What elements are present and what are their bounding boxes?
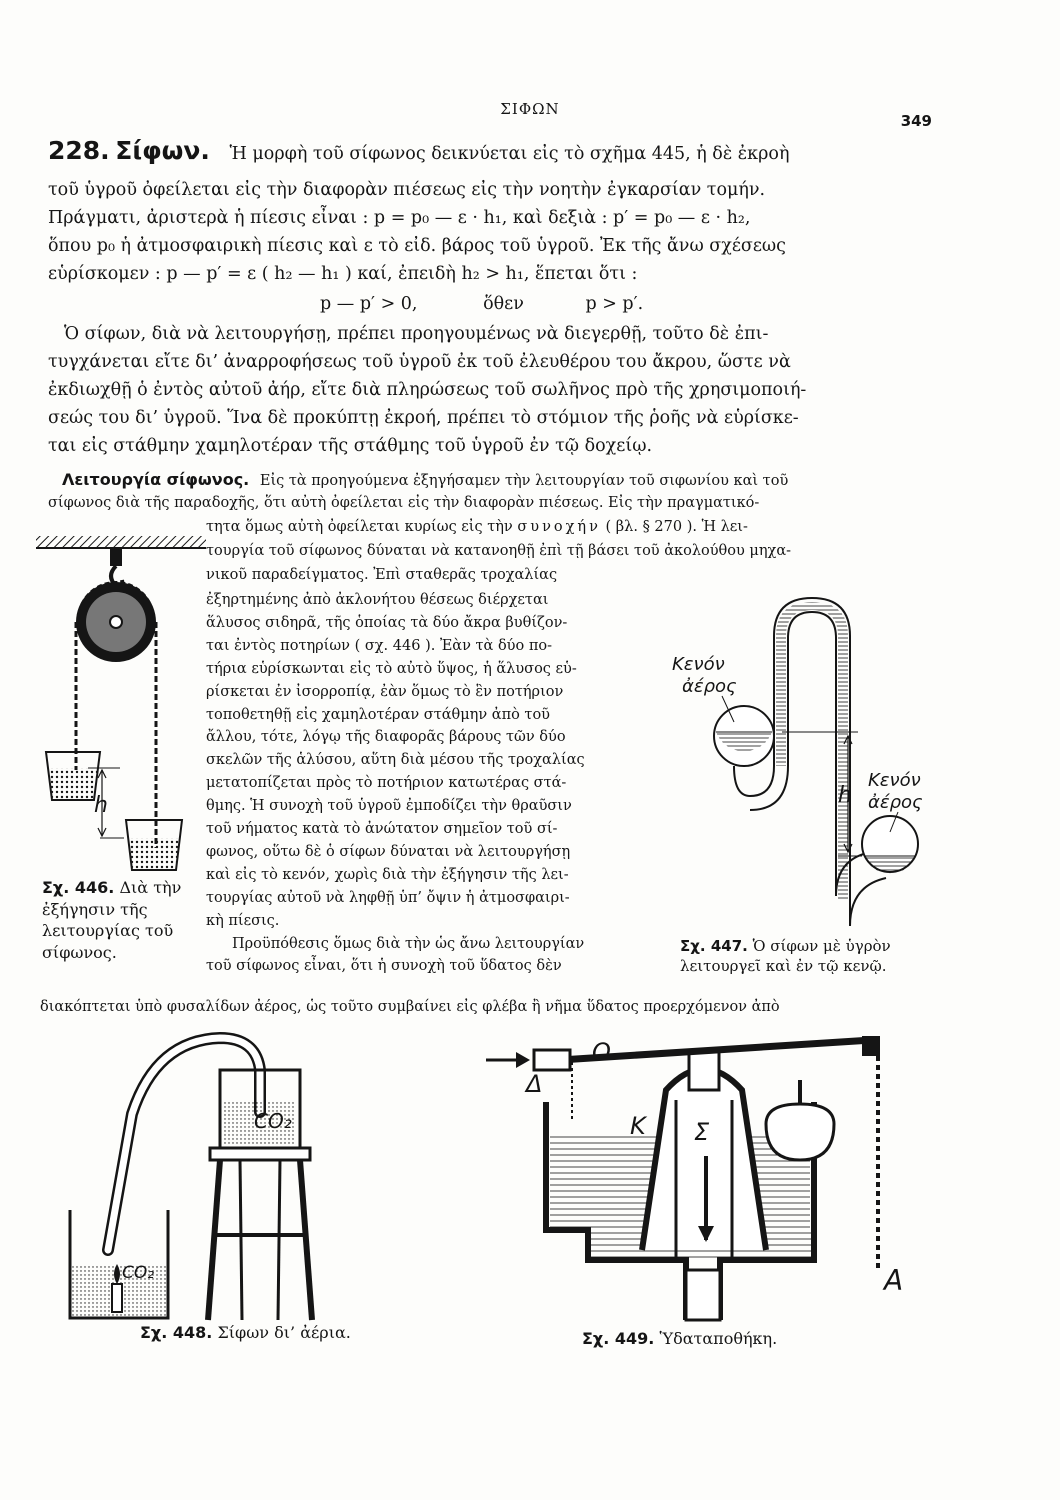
label-k: Κ (630, 1112, 646, 1140)
spaced-term: συνοχήν (517, 519, 601, 535)
section-line: ἐκδιωχθῇ ὁ ἐντὸς αὐτοῦ ἀήρ, εἴτε διὰ πληρώσεως τοῦ σωλῆνος πρὸ τῆς χρησιμοποιή- (48, 380, 807, 400)
subsection-text: Εἰς τὰ προηγούμενα ἐξηγήσαμεν τὴν λειτουργίαν τοῦ σιφωνίου καὶ τοῦ (259, 473, 789, 489)
label-a: Α (884, 1264, 904, 1297)
pulley-axle (110, 616, 122, 628)
caption-448 (140, 1322, 351, 1344)
label-sigma: Σ (694, 1118, 710, 1146)
caption-447-text: Ὁ σίφων μὲ ὑγρὸν (752, 937, 891, 955)
formula-mid: ὅθεν (483, 294, 524, 314)
stool-leg (208, 1160, 220, 1320)
subsection-line: τουργία τοῦ σίφωνος δύναται νὰ κατανοηθῇ ἐπὶ τῇ βάσει τοῦ ἀκολούθου μηχα- (206, 543, 792, 559)
caption-448-text: Σίφων δι’ ἀέρια. (217, 1323, 351, 1342)
stool-leg (300, 1160, 312, 1320)
running-title: ΣΙΦΩΝ (500, 100, 560, 118)
narrow-column-line: ἄλλου, τότε, λόγῳ τῆς διαφορᾶς βάρους τῶν δύο (206, 729, 566, 746)
narrow-column-line: τοῦ νήματος κατὰ τὸ ἀνώτατον σημεῖον τοῦ σί- (206, 821, 558, 837)
subsection-title: Λειτουργία σίφωνος. (62, 470, 250, 489)
label-air-right: ἀέρος (868, 792, 923, 813)
candle (112, 1284, 122, 1312)
inlet-valve (534, 1050, 570, 1070)
narrow-column-line: τουργίας αὐτοῦ νὰ ληφθῇ ὑπ’ ὄψιν ἡ ἀτμοσφαιρι- (206, 889, 570, 906)
section-line: ὅπου p₀ ἡ ἀτμοσφαιρικὴ πίεσις καὶ ε τὸ εἰδ. βάρος τοῦ ὑγροῦ. Ἐκ τῆς ἄνω σχέσεως (48, 236, 786, 256)
narrow-column-line: ται ἐντὸς ποτηρίων ( σχ. 446 ). Ἐὰν τὰ δύο πο- (206, 637, 552, 654)
label-o: Ο (592, 1038, 611, 1066)
section-line: τυγχάνεται εἴτε δι’ ἀναρροφήσεως τοῦ ὑγροῦ ἐκ τοῦ ἐλευθέρου του ἄκρου, ὥστε νὰ (48, 352, 791, 372)
narrow-column-line: σκελῶν τῆς ἁλύσου, αὕτη διὰ μέσου τῆς τροχαλίας (206, 752, 585, 769)
narrow-column-line: ἐξηρτημένης ἀπὸ ἀκλονήτου θέσεως διέρχεται (206, 592, 549, 608)
formula (320, 296, 643, 314)
narrow-column-line: μετατοπίζεται πρὸς τὸ ποτήριον κατωτέρας στά- (206, 775, 567, 792)
narrow-column-line: τοῦ σίφωνος εἶναι, ὅτι ἡ συνοχὴ τοῦ ὕδατος δὲν (206, 958, 562, 975)
formula-right: p > p′. (585, 294, 644, 314)
subsection-line: σίφωνος διὰ τῆς παραδοχῆς, ὅτι αὐτὴ ὀφείλεται εἰς τὴν διαφορὰν πιέσεως. Εἰς τὴν πραγματικό- (48, 495, 760, 511)
stool-seat (210, 1148, 310, 1160)
caption-447 (680, 936, 940, 977)
label-co2-top: CO₂ (254, 1109, 292, 1133)
label-vacuum-left: Κενόν (672, 654, 725, 675)
label-air-left: ἀέρος (682, 676, 737, 697)
outlet-pipe (686, 1270, 720, 1320)
hanger (110, 548, 122, 566)
subsection-last-line: διακόπτεται ὑπὸ φυσαλίδων ἀέρος, ὡς τοῦτο συμβαίνει εἰς φλέβα ἢ νῆμα ὕδατος προερχόμενον ἀπὸ (40, 999, 780, 1015)
subsection-text: τητα ὅμως αὐτὴ ὀφείλεται κυρίως εἰς τὴν (206, 519, 513, 535)
narrow-column-line: ἅλυσος σιδηρᾶ, τῆς ὁποίας τὰ δύο ἄκρα βυθίζον- (206, 614, 568, 631)
caption-446 (42, 877, 184, 963)
caption-446-number: Σχ. 446. (42, 878, 115, 897)
narrow-column-line: καὶ εἰς τὸ κενόν, χωρὶς διὰ τὴν ἐξήγησιν τῆς λει- (206, 866, 569, 883)
narrow-column-line: τοποθετηθῇ εἰς χαμηλοτέραν στάθμην ἀπὸ τοῦ (206, 706, 550, 723)
figure-448 (60, 1030, 380, 1320)
subsection-text: ( βλ. § 270 ). Ἡ λει- (605, 519, 748, 535)
subsection-line: νικοῦ παραδείγματος. Ἐπὶ σταθερᾶς τροχαλίας (206, 567, 558, 583)
figure-446 (30, 520, 210, 875)
caption-446-text: Διὰ τὴν ἐξήγησιν τῆς λειτουργίας τοῦ σίφωνος. (42, 878, 182, 962)
figure-449 (480, 1020, 920, 1320)
formula-left: p — p′ > 0, (320, 294, 418, 314)
label-co2-bottom: CO₂ (122, 1263, 155, 1283)
caption-447-text-2: λειτουργεῖ καὶ ἐν τῷ κενῷ. (680, 957, 887, 976)
caption-449 (582, 1328, 777, 1350)
narrow-column-line: θμης. Ἡ συνοχὴ τοῦ ὑγροῦ ἐμποδίζει τὴν θραῦσιν (206, 798, 572, 815)
section-line: Πράγματι, ἀριστερὰ ἡ πίεσις εἶναι : p = p₀ — ε · h₁, καὶ δεξιὰ : p′ = p₀ — ε · h₂, (48, 208, 751, 228)
section-line: σεώς του δι’ ὑγροῦ. Ἵνα δὲ προκύπτῃ ἐκροή, πρέπει τὸ στόμιον τῆς ῥοῆς νὰ εὑρίσκε- (48, 408, 799, 428)
section-heading-line (48, 138, 789, 164)
label-vacuum-right: Κενόν (868, 770, 921, 791)
label-h: h (94, 793, 108, 818)
float (766, 1104, 834, 1160)
narrow-column-line: ρίσκεται ἐν ἰσορροπίᾳ, ἐὰν ὅμως τὸ ἓν ποτήριον (206, 683, 564, 700)
section-intro: Ἡ μορφὴ τοῦ σίφωνος δεικνύεται εἰς τὸ σχῆμα 445, ἡ δὲ ἐκροὴ (229, 144, 790, 164)
caption-447-number: Σχ. 447. (680, 937, 748, 955)
page-number: 349 (900, 112, 932, 130)
narrow-column-line: τήρια εὑρίσκωνται εἰς τὸ αὐτὸ ὕψος, ἡ ἅλυσος εὑ- (206, 660, 577, 677)
caption-449-text: Ὑδαταποθήκη. (659, 1329, 778, 1348)
figure-447 (672, 596, 942, 936)
section-line: τοῦ ὑγροῦ ὀφείλεται εἰς τὴν διαφορὰν πιέσεως εἰς τὴν νοητὴν ἐγκαρσίαν τομήν. (48, 180, 766, 200)
narrow-column-line: κὴ πίεσις. (206, 912, 280, 929)
section-line: Ὁ σίφων, διὰ νὰ λειτουργήσῃ, πρέπει προηγουμένως νὰ διεγερθῇ, τοῦτο δὲ ἐπι- (64, 324, 769, 344)
narrow-column-line: φωνος, οὕτω δὲ ὁ σίφων δύναται νὰ λειτουργήσῃ (206, 843, 571, 860)
narrow-column-line: Προϋπόθεσις ὅμως διὰ τὴν ὡς ἄνω λειτουργίαν (232, 935, 585, 952)
label-h: h (838, 783, 852, 808)
label-delta: Δ (526, 1070, 543, 1098)
section-line: εὑρίσκομεν : p — p′ = ε ( h₂ — h₁ ) καί, ἐπειδὴ h₂ > h₁, ἕπεται ὅτι : (48, 264, 638, 284)
caption-449-number: Σχ. 449. (582, 1329, 655, 1348)
ceiling (36, 536, 206, 548)
caption-448-number: Σχ. 448. (140, 1323, 213, 1342)
section-line: ται εἰς στάθμην χαμηλοτέραν τῆς στάθμης τοῦ ὑγροῦ ἐν τῷ δοχείῳ. (48, 436, 653, 456)
arrow-right-icon (516, 1052, 530, 1068)
section-number: 228. (48, 136, 110, 165)
subsection-line (206, 520, 748, 535)
subsection-first-line (62, 472, 788, 489)
section-title: Σίφων. (115, 136, 210, 165)
